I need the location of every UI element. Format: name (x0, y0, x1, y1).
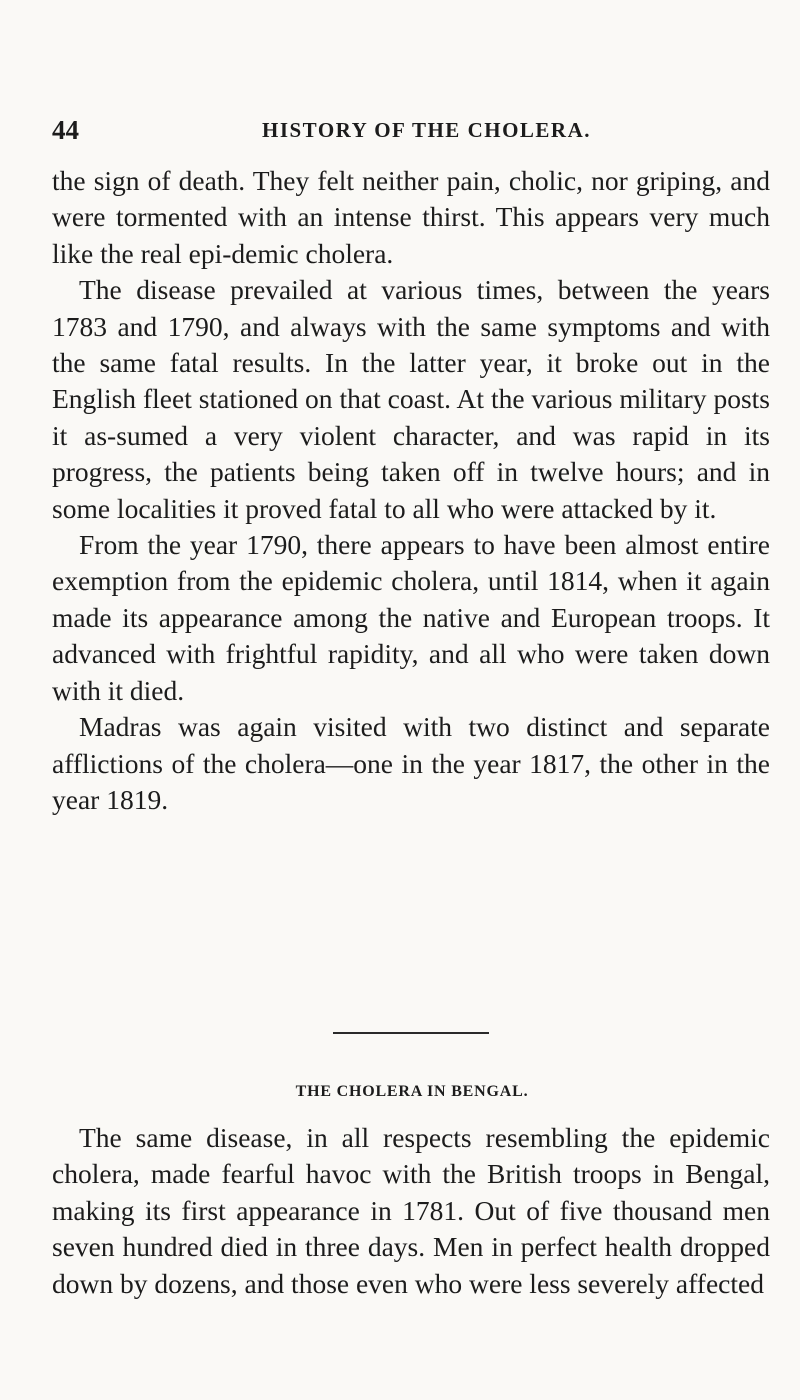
section-paragraph-1: The same disease, in all respects resembling the epidemic cholera, made fearful havoc with the British troops in Bengal, making its first appearance in 1781. Out of five thousand men seven hundred died in three days. Men in perfect health dropped down by dozens, and those even who were less severely affected (52, 1122, 770, 1299)
book-page (52, 0, 772, 1400)
section-divider (333, 1032, 489, 1034)
section-heading: THE CHOLERA IN BENGAL. (295, 1083, 529, 1100)
page-number: 44 (52, 115, 79, 145)
body-text (52, 163, 770, 818)
paragraph-3: From the year 1790, there appears to have been almost entire exemption from the epidemic cholera, until 1814, when it again made its appearance among the native and European troops. It advanced with frightful rapidity, and all who were taken down with it died. (52, 529, 770, 706)
paragraph-4: Madras was again visited with two distinct and separate afflictions of the cholera—one in the year 1817, the other in the year 1819. (52, 711, 770, 815)
paragraph-1: the sign of death. They felt neither pain, cholic, nor griping, and were tormented with an intense thirst. This appears very much like the real epi-demic cholera. (52, 165, 770, 269)
section-text (52, 1120, 770, 1302)
paragraph-2: The disease prevailed at various times, between the years 1783 and 1790, and always with the same symptoms and with the same fatal results. In the latter year, it broke out in the English fleet stationed on that coast. At the various military posts it as-sumed a very violent character, and was rapid in its progress, the patients being taken off in twelve hours; and in some localities it proved fatal to all who were attacked by it. (52, 274, 770, 524)
running-head (52, 110, 772, 150)
running-title: HISTORY OF THE CHOLERA. (262, 118, 591, 142)
